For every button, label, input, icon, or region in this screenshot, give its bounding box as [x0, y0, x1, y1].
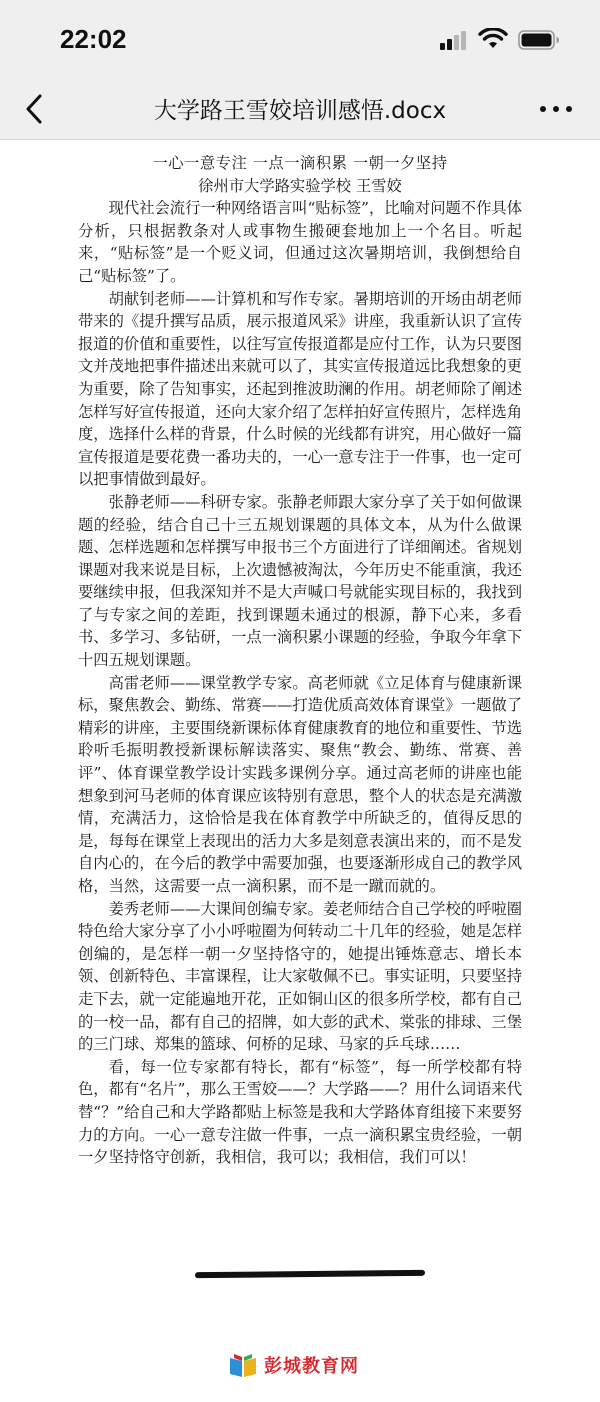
document-body: [78, 152, 522, 1169]
chevron-left-icon: [18, 90, 54, 128]
wifi-icon: [478, 28, 508, 50]
paragraph: 姜秀老师——大课间创编专家。姜老师结合自己学校的呼啦圈特色给大家分享了小小呼啦圈为何转动二十几年的经验，她是怎样创编的，是怎样一朝一夕坚持恪守的，她提出锤炼意志、增长本领、创新特色、丰富课程，让大家敬佩不已。事实证明，只要坚持走下去，就一定能遍地开花，正如铜山区的很多所学校，都有自己的一校一品，都有自己的招牌，如大彭的武术、棠张的排球、三堡的三门球、郑集的篮球、何桥的足球、马家的乒乓球……: [78, 899, 522, 1054]
more-options-button[interactable]: [538, 100, 574, 118]
paragraph: 高雷老师——课堂教学专家。高老师就《立足体育与健康新课标，聚焦教会、勤练、常赛——打造优质高效体育课堂》一题做了精彩的讲座，主要围绕新课标体育健康教育的地位和重要性、节选聆听毛振明教授新课标解读落实、聚焦“教会、勤练、常赛、善评”、体育课堂教学设计实践多课例分享。通过高老师的讲座也能想象到河马老师的体育课应该特别有意思，整个人的状态是充满激情，充满活力，这恰恰是我在体育教学中所缺乏的，值得反思的是，每每在课堂上表现出的活力大多是刻意表演出来的，而不是发自内心的，在今后的教学中需要加强，也要逐渐形成自己的教学风格，当然，这需要一点一滴积累，而不是一蹴而就的。: [78, 673, 522, 895]
status-time: 22:02: [60, 24, 127, 54]
battery-icon: [518, 30, 560, 50]
watermark-text: 彭城教育网: [264, 1356, 359, 1377]
cellular-signal-icon: [440, 30, 468, 50]
handwritten-underline: [195, 1270, 425, 1278]
document-title: 大学路王雪姣培训感悟.docx: [153, 98, 447, 124]
paragraph: 胡献钊老师——计算机和写作专家。暑期培训的开场由胡老师带来的《提升撰写品质，展示报道风采》讲座，我重新认识了宣传报道的价值和重要性，以往写宣传报道都是应付工作，认为只要图文并茂地把事件描述出来就可以了，其实宣传报道远比我想象的更为重要，除了告知事实，还起到推波助澜的作用。胡老师除了阐述怎样写好宣传报道，还向大家介绍了怎样拍好宣传照片，怎样选角度，选择什么样的背景，什么时候的光线都有讲究，用心做好一篇宣传报道是要花费一番功夫的，一心一意专注于一件事，也一定可以把事情做到最好。: [78, 289, 522, 489]
paragraph: 看，每一位专家都有特长，都有“标签”，每一所学校都有特色，都有“名片”，那么王雪姣——？大学路——？用什么词语来代替“？”给自己和大学路都贴上标签是我和大学路体育组接下来要努力的方向。一心一意专注做一件事，一点一滴积累宝贵经验，一朝一夕坚持恪守创新，我相信，我可以；我相信，我们可以！: [78, 1057, 522, 1167]
navigation-bar: [0, 78, 600, 140]
paragraph: 现代社会流行一种网络语言叫“贴标签”，比喻对问题不作具体分析，只根据教条对人或事物生搬硬套地加上一个名目。听起来，“贴标签”是一个贬义词，但通过这次暑期培训，我倒想给自己“贴标签”了。: [78, 199, 522, 285]
watermark: [228, 1350, 359, 1380]
status-bar: [0, 0, 600, 78]
document-author: 徐州市大学路实验学校 王雪姣: [198, 176, 402, 195]
back-button[interactable]: [18, 90, 54, 128]
document-heading: 一心一意专注 一点一滴积累 一朝一夕坚持: [152, 154, 448, 172]
book-logo-icon: [228, 1352, 258, 1378]
paragraph: 张静老师——科研专家。张静老师跟大家分享了关于如何做课题的经验，结合自己十三五规划课题的具体文本，从为什么做课题、怎样选题和怎样撰写申报书三个方面进行了详细阐述。省规划课题对我来说是目标，上次遗憾被淘汰，今年历史不能重演，我还要继续申报，但我深知并不是大声喊口号就能实现目标的，我找到了与专家之间的差距，找到课题未通过的根源，静下心来，多看书、多学习、多钻研，一点一滴积累小课题的经验，争取今年拿下十四五规划课题。: [78, 492, 522, 670]
